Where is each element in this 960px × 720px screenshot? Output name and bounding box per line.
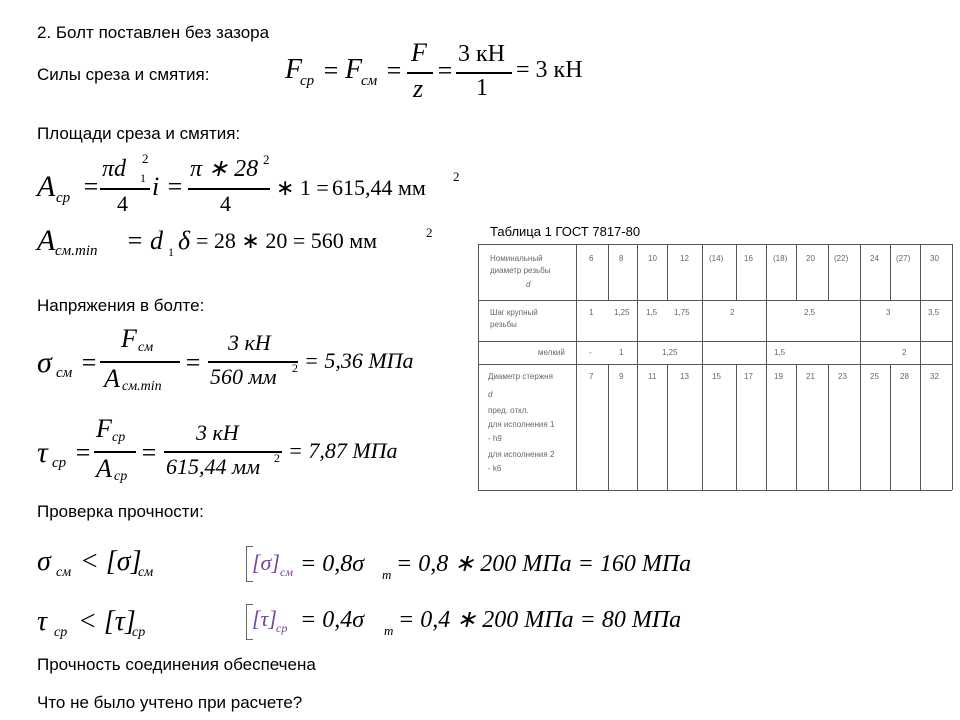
table-vline	[828, 364, 829, 490]
area-sr-sup: 2	[142, 151, 149, 166]
table-vline	[890, 364, 891, 490]
pitch-coarse-cell: 3,5	[928, 308, 940, 317]
force-fraction-bar-2	[456, 72, 512, 74]
shank-label: - k6	[488, 464, 502, 473]
area-sr-value: 615,44 мм	[332, 175, 426, 200]
force-eq3: =	[436, 56, 454, 85]
check-sigma-bsub: см	[280, 565, 293, 579]
check-sigma-bracket: [σ]	[252, 550, 280, 575]
table-hline	[478, 300, 952, 301]
sigma-sm-eq2: =	[184, 348, 202, 377]
force-result: = 3 кН	[516, 57, 583, 83]
row-nominal-label-2: диаметр резьбы	[490, 266, 551, 275]
shank-label: для исполнения 1	[488, 420, 555, 429]
shank-label: для исполнения 2	[488, 450, 555, 459]
pitch-fine-cell: 1,5	[774, 348, 786, 357]
row-nominal-label-1: Номинальный	[490, 254, 543, 263]
area-sr-eq1: =	[82, 172, 100, 201]
gost-table	[478, 244, 952, 491]
diameter-cell: (27)	[896, 254, 911, 263]
pitch-label-1: Шаг крупный	[490, 308, 538, 317]
tau-sr-num: F	[96, 414, 112, 443]
sigma-sm-eq1: =	[80, 348, 98, 377]
check-sigma-calc: = 0,8 ∗ 200 МПа = 160 МПа	[396, 551, 692, 577]
area-sm-sub: см.min	[55, 243, 98, 259]
pitch-fine-cell: 1	[619, 348, 624, 357]
force-eq1: =	[322, 56, 340, 85]
pitch-coarse-cell: 1,25	[614, 308, 630, 317]
area-sr-den: 4	[117, 191, 128, 216]
force-sub-sm: см	[361, 73, 378, 89]
tau-sr-num2: 3 кН	[196, 420, 239, 445]
diameter-cell: (18)	[773, 254, 788, 263]
shank-cell: 15	[712, 372, 721, 381]
force-F1: F	[285, 54, 303, 85]
force-z: z	[413, 74, 424, 103]
tau-sr-bar-2	[164, 451, 282, 453]
tau-sr-eq1: =	[74, 438, 92, 467]
diameter-cell: (22)	[834, 254, 849, 263]
table-vline	[608, 364, 609, 490]
table-vline	[952, 244, 953, 490]
force-F2: F	[345, 54, 363, 85]
diameter-cell: 12	[680, 254, 689, 263]
check-sigma-rhs-sub: см	[138, 565, 154, 580]
check-tau-bracket: [τ]	[252, 606, 277, 631]
check-label: Проверка прочности:	[37, 502, 204, 521]
check-tau-rhs-sub: ср	[132, 625, 146, 640]
sigma-sm-num: F	[121, 324, 137, 353]
check-tau-calc: = 0,4 ∗ 200 МПа = 80 МПа	[398, 607, 682, 633]
table-vline	[736, 244, 737, 300]
check-sigma-lhs-sub: см	[56, 565, 72, 580]
sigma-sm-bar-2	[208, 361, 298, 363]
area-sr-bar-1	[100, 188, 150, 190]
tau-sr-num-sub: ср	[112, 430, 126, 445]
area-sr-mult: ∗ 1 =	[276, 175, 329, 200]
table-vline	[667, 364, 668, 490]
force-num: 3 кН	[458, 41, 505, 67]
area-sm-unit-sup: 2	[426, 225, 433, 240]
shank-cell: 7	[589, 372, 594, 381]
tau-sr-den: A	[96, 454, 112, 483]
area-sr-bar-2	[188, 188, 270, 190]
pitch-fine-cell: -	[589, 348, 592, 357]
area-sr-sub1: 1	[140, 171, 146, 185]
area-sr-eq2: =	[166, 172, 184, 201]
shank-label: Диаметр стержня	[488, 372, 553, 381]
check-tau-bsub: ср	[276, 621, 288, 635]
stress-label: Напряжения в болте:	[37, 296, 205, 315]
sigma-sm-result: = 5,36 МПа	[304, 348, 414, 373]
tau-sr-den2: 615,44 мм	[166, 454, 261, 479]
shank-cell: 19	[774, 372, 783, 381]
table-vline	[608, 244, 609, 300]
area-sr-sup2: 2	[263, 152, 270, 167]
shear-label: Силы среза и смятия:	[37, 65, 210, 84]
shank-cell: 23	[838, 372, 847, 381]
sigma-sm-den2-sup: 2	[292, 361, 298, 375]
area-sm-rhs: = d	[126, 226, 164, 255]
tau-sr-eq2: =	[140, 438, 158, 467]
shank-label: - h9	[488, 434, 502, 443]
table-vline	[478, 244, 479, 490]
diameter-cell: 16	[744, 254, 753, 263]
pitch-coarse-cell: 1,75	[674, 308, 690, 317]
shank-cell: 21	[806, 372, 815, 381]
sigma-sm-num-sub: см	[138, 340, 154, 355]
shank-cell: 32	[930, 372, 939, 381]
table-vline	[702, 244, 703, 490]
table-hline	[478, 490, 952, 491]
table-vline	[796, 244, 797, 300]
shank-cell: 9	[619, 372, 624, 381]
sigma-sm-sub: см	[56, 365, 73, 381]
table-vline	[766, 244, 767, 490]
check-tau-lt: < [τ]	[78, 606, 136, 637]
shank-cell: 13	[680, 372, 689, 381]
table-vline	[736, 364, 737, 490]
table-vline	[920, 244, 921, 490]
sigma-sm-den: A	[104, 364, 120, 393]
shank-cell: 17	[744, 372, 753, 381]
diameter-cell: 10	[648, 254, 657, 263]
sigma-sm-den2: 560 мм	[210, 364, 277, 389]
sigma-sm-sym: σ	[37, 346, 52, 379]
check-sigma-lt: < [σ]	[80, 546, 142, 577]
pitch-fine-cell: 2	[902, 348, 907, 357]
area-sm-calc: = 28 ∗ 20 = 560 мм	[196, 228, 378, 253]
tau-sr-sym: τ	[37, 436, 48, 469]
sigma-sm-den-sub: см.min	[122, 379, 162, 394]
table-caption: Таблица 1 ГОСТ 7817-80	[490, 224, 641, 239]
area-sr-A: A	[37, 170, 56, 203]
table-vline	[576, 244, 577, 490]
area-sr-num2: π ∗ 28	[190, 156, 259, 182]
tau-sr-den2-sup: 2	[274, 451, 280, 465]
area-sr-sub: ср	[56, 190, 71, 206]
area-sm-sub1: 1	[168, 245, 174, 259]
slide-heading: 2. Болт поставлен без зазора	[37, 23, 270, 42]
shank-label: пред. откл.	[488, 406, 529, 415]
table-vline	[828, 244, 829, 300]
sigma-sm-bar-1	[100, 361, 180, 363]
tau-sr-sub: ср	[52, 455, 67, 471]
force-F3: F	[411, 38, 427, 67]
pitch-label-2: резьбы	[490, 320, 517, 329]
shank-cell: 28	[900, 372, 909, 381]
table-vline	[796, 364, 797, 490]
shank-cell: 11	[648, 372, 657, 381]
tau-sr-bar-1	[94, 451, 136, 453]
table-vline	[890, 244, 891, 300]
check-tau-lhs-sub: ср	[54, 625, 68, 640]
pitch-fine-label: мелкий	[538, 348, 565, 357]
table-hline	[478, 364, 952, 365]
check-tau-expr: = 0,4σ	[300, 607, 365, 633]
table-vline	[860, 244, 861, 490]
diameter-cell: 30	[930, 254, 939, 263]
area-sr-unit-sup: 2	[453, 169, 460, 184]
table-hline	[478, 244, 952, 245]
pitch-coarse-cell: 2,5	[804, 308, 816, 317]
diameter-cell: 6	[589, 254, 594, 263]
pitch-coarse-cell: 1,5	[646, 308, 658, 317]
force-eq2: =	[385, 56, 403, 85]
pitch-coarse-cell: 1	[589, 308, 594, 317]
area-sr-i: i	[152, 172, 160, 201]
shank-cell: 25	[870, 372, 879, 381]
sigma-sm-num2: 3 кН	[228, 330, 271, 355]
check-tau-lhs: τ	[37, 606, 48, 637]
check-sigma-lhs: σ	[37, 546, 51, 577]
diameter-cell: 20	[806, 254, 815, 263]
diameter-cell: 8	[619, 254, 624, 263]
table-vline	[637, 244, 638, 490]
tau-sr-den-sub: ср	[114, 469, 128, 484]
table-vline	[667, 244, 668, 300]
area-sr-num: πd	[102, 156, 127, 182]
check-sigma-tsub: т	[382, 567, 392, 582]
question-text: Что не было учтено при расчете?	[37, 693, 303, 712]
pitch-fine-cell: 1,25	[662, 348, 678, 357]
check-tau-tsub: т	[384, 623, 394, 638]
tau-sr-result: = 7,87 МПа	[288, 438, 398, 463]
diameter-cell: 24	[870, 254, 879, 263]
diameter-cell: (14)	[709, 254, 724, 263]
force-den: 1	[476, 75, 488, 101]
pitch-coarse-cell: 3	[886, 308, 891, 317]
conclusion-text: Прочность соединения обеспечена	[37, 655, 316, 674]
table-hline	[478, 341, 952, 342]
area-label: Площади среза и смятия:	[37, 124, 241, 143]
row-nominal-label-3: d	[526, 280, 531, 289]
area-sr-den2: 4	[220, 191, 231, 216]
check-sigma-expr: = 0,8σ	[300, 551, 365, 577]
shank-label: d	[488, 390, 493, 399]
area-sm-delta: δ	[178, 226, 191, 255]
area-sm-A: A	[37, 224, 56, 257]
force-sub-sr: ср	[300, 73, 315, 89]
pitch-coarse-cell: 2	[730, 308, 735, 317]
